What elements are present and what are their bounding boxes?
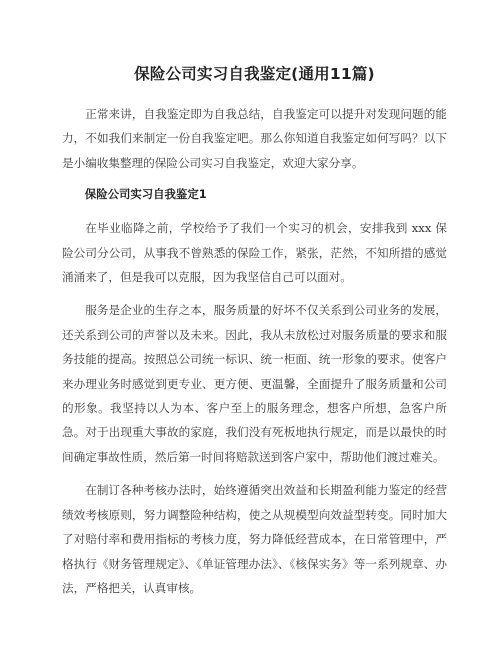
body-paragraph-2: 服务是企业的生存之本，服务质量的好坏不仅关系到公司业务的发展，还关系到公司的声誉以及未来。因此，我从未放松过对服务质量的要求和服务技能的提高。按照总公司统一标识、统一柜面、统一形象的要求。使客户来办理业务时感觉到更专业、更方便、更温馨，全面提升了服务质量和公司的形象。我坚持以人为本、客户至上的服务理念，想客户所想，急客户所急。对于出现重大事故的家庭，我们没有死板地执行规定，而是以最快的时间确定事故性质，然后第一时间将赔款送到客户家中，帮助他们渡过难关。 [62,303,447,464]
body-paragraph-1: 在毕业临降之前，学校给予了我们一个实习的机会，安排我到 xxx 保险公司分公司，从事我不曾熟悉的保险工作，紧张，茫然，不知所措的感觉涌涌来了，但是我可以克服，因为我坚信自己可以面对。 [62,221,447,285]
body-paragraph-3: 在制订各种考核办法时，始终遵循突出效益和长期盈利能力鉴定的经营绩效考核原则，努力调整险种结构，使之从规模型向效益型转变。同时加大了对赔付率和费用指标的考核力度，努力降低经营成本，在日常管理中，严格执行《财务管理规定》、《单证管理办法》、《核保实务》等一系列规章、办法，严格把关，认真审核。 [62,483,447,595]
document-title: 保险公司实习自我鉴定(通用11篇) [134,65,375,83]
intro-paragraph: 正常来讲，自我鉴定即为自我总结，自我鉴定可以提升对发现问题的能力，不如我们来制定一份自我鉴定吧。那么你知道自我鉴定如何写吗？以下是小编收集整理的保险公司实习自我鉴定，欢迎大家分享。 [62,107,447,170]
section-heading: 保险公司实习自我鉴定1 [84,187,207,202]
